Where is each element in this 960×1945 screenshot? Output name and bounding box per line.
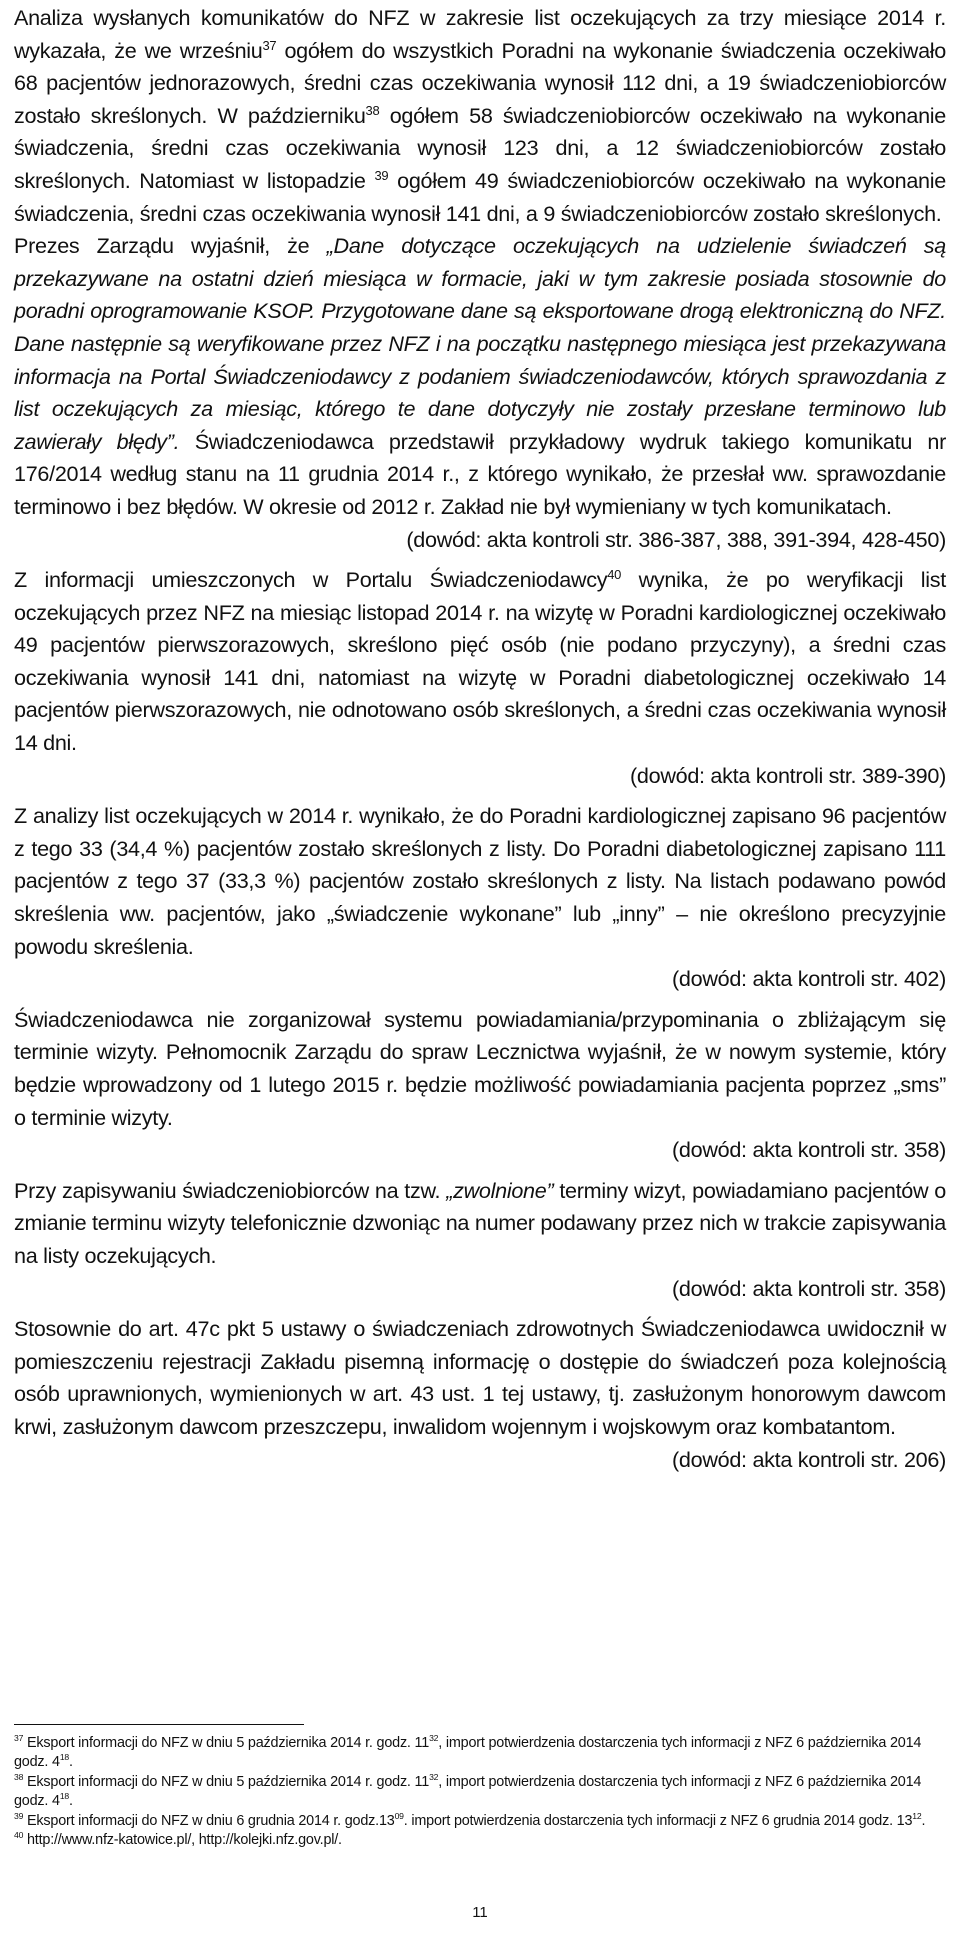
footnote-ref[interactable]: 40 [607,566,622,582]
page-number: 11 [472,1904,488,1921]
paragraph-president-explanation: Prezes Zarządu wyjaśnił, że „Dane dotyczące oczekujących na udzielenie świadczeń są przekazywane na ostatni dzień miesiąca w formacie, jaki w tym zakresie posiada stosownie do poradni oprogramowanie KSOP. Przygotowane dane są eksportowane drogą elektroniczną do NFZ. Dane następnie są weryfikowane przez NFZ i na początku następnego miesiąca jest przekazywana informacja na Portal Świadczeniodawcy z podaniem świadczeniodawców, których sprawozdania z list oczekujących za miesiąc, którego te dane dotyczyły nie zostały przesłane terminowo lub zawierały błędy”. Świadczeniodawca przedstawił przykładowy wydruk takiego komunikatu nr 176/2014 według stanu na 11 grudnia 2014 r., z którego wynikało, że przesłał ww. sprawozdanie terminowo i bez błędów. W okresie od 2012 r. Zakład nie był wymieniany w tych komunikatach. [14,233,946,519]
quote: „zwolnione” [446,1177,554,1203]
footnote-links[interactable]: http://www.nfz-katowice.pl/, http://kolejki.nfz.gov.pl/. [23,1832,342,1849]
quote: „Dane dotyczące oczekujących na udzielenie świadczeń są przekazywane na ostatni dzień miesiąca w formacie, jaki w tym zakresie posiada stosownie do poradni oprogramowanie KSOP. Przygotowane dane są eksportowane drogą elektroniczną do NFZ. Dane następnie są weryfikowane przez NFZ i na początku następnego miesiąca jest przekazywana informacja na Portal Świadczeniodawcy z podaniem świadczeniodawców, których sprawozdania z list oczekujących za miesiąc, którego te dane dotyczyły nie zostały przesłane terminowo lub zawierały błędy”. [14,233,946,454]
footnote-item: $^{37}$ Eksport informacji do NFZ w dniu 5 października 2014 r. godz. $11^{32}$, import potwierdzenia dostarczenia tych informacji z NFZ 6 października 2014 godz. $4^{18}$. [14,1733,922,1771]
footnotes [14,1734,946,1850]
footnote-number: 38 [14,1772,24,1783]
footnote-number: 39 [14,1810,24,1821]
footnote-ref[interactable]: 38 [365,102,380,118]
footnote-ref[interactable]: 39 [374,167,389,183]
paragraph-portal-information: Z informacji umieszczonych w Portalu Świadczeniodawcy$^{40}$ wynika, że po weryfikacji list oczekujących przez NFZ na miesiąc listopad 2014 r. na wizytę w Poradni kardiologicznej oczekiwało 49 pacjentów pierwszorazowych, skreślono pięć osób (nie podano przyczyny), a średni czas oczekiwania wynosił 141 dni, natomiast na wizytę w Poradni diabetologicznej oczekiwało 14 pacjentów pierwszorazowych, nie odnotowano osób skreślonych, a średni czas oczekiwania wynosił 14 dni. [14,566,946,756]
paragraph-list-analysis-2014: Z analizy list oczekujących w 2014 r. wynikało, że do Poradni kardiologicznej zapisano 96 pacjentów z tego 33 (34,4 %) pacjentów zostało skreślonych z listy. Do Poradni diabetologicznej zapisano 111 pacjentów z tego 37 (33,3 %) pacjentów zostało skreślonych z listy. Na listach podawano powód skreślenia ww. pacjentów, jako „świadczenie wykonane” lub „inny” – nie określono precyzyjnie powodu skreślenia. [14,803,946,959]
footnote-ref[interactable]: 37 [262,37,277,53]
evidence-citation: (dowód: akta kontroli str. 389-390) [630,762,946,788]
body-text [14,2,946,1476]
evidence-citation: (dowód: akta kontroli str. 358) [672,1275,946,1301]
paragraph-waiting-list-analysis: Analiza wysłanych komunikatów do NFZ w zakresie list oczekujących za trzy miesiące 2014 r. wykazała, że we wrześniu$^{37}$ ogółem do wszystkich Poradni na wykonanie świadczenia oczekiwało 68 pacjentów jednorazowych, średni czas oczekiwania wynosił 112 dni, a 19 świadczeniobiorców zostało skreślonych. W październiku$^{38}$ ogółem 58 świadczeniobiorców oczekiwało na wykonanie świadczenia, średni czas oczekiwania wynosił 123 dni, a 12 świadczeniobiorców zostało skreślonych. Natomiast w listopadzie $^{39}$ ogółem 49 świadczeniobiorców oczekiwało na wykonanie świadczenia, średni czas oczekiwania wynosił 141 dni, a 9 świadczeniobiorców zostało skreślonych. [14,5,946,226]
footnote-number: 40 [14,1830,24,1841]
evidence-citation: (dowód: akta kontroli str. 206) [672,1446,946,1472]
evidence-citation: (dowód: akta kontroli str. 358) [672,1137,946,1163]
footnote-item: $^{38}$ Eksport informacji do NFZ w dniu 5 października 2014 r. godz. $11^{32}$, import potwierdzenia dostarczenia tych informacji z NFZ 6 października 2014 godz. $4^{18}$. [14,1772,922,1810]
footnote-item [14,1831,946,1850]
footnote-number: 37 [14,1733,24,1744]
evidence-citation: (dowód: akta kontroli str. 402) [672,966,946,992]
footnote-divider [14,1724,304,1725]
paragraph-reminder-system: Świadczeniodawca nie zorganizował systemu powiadamiania/przypominania o zbliżającym się terminie wizyty. Pełnomocnik Zarządu do spraw Lecznictwa wyjaśnił, że w nowym systemie, który będzie wprowadzony od 1 lutego 2015 r. będzie możliwość powiadamiania pacjenta poprzez „sms” o terminie wizyty. [14,1006,946,1130]
footnote-item: $^{39}$ Eksport informacji do NFZ w dniu 6 grudnia 2014 r. $godz.13^{09}$. import potwierdzenia dostarczenia tych informacji z NFZ 6 grudnia 2014 godz. $13^{12}$. [14,1810,926,1829]
paragraph-freed-slots: Przy zapisywaniu świadczeniobiorców na tzw. „zwolnione” terminy wizyt, powiadamiano pacjentów o zmianie terminu wizyty telefonicznie dzwoniąc na numer podawany przez nich w trakcie zapisywania na listy oczekujących. [14,1177,946,1268]
paragraph-priority-access: Stosownie do art. 47c pkt 5 ustawy o świadczeniach zdrowotnych Świadczeniodawca uwidocznił w pomieszczeniu rejestracji Zakładu pisemną informację o dostępie do świadczeń poza kolejnością osób uprawnionych, wymienionych w art. 43 ust. 1 tej ustawy, tj. zasłużonym honorowym dawcom krwi, zasłużonym dawcom przeszczepu, inwalidom wojennym i wojskowym oraz kombatantom. [14,1316,946,1439]
evidence-citation: (dowód: akta kontroli str. 386-387, 388, 391-394, 428-450) [406,526,946,552]
